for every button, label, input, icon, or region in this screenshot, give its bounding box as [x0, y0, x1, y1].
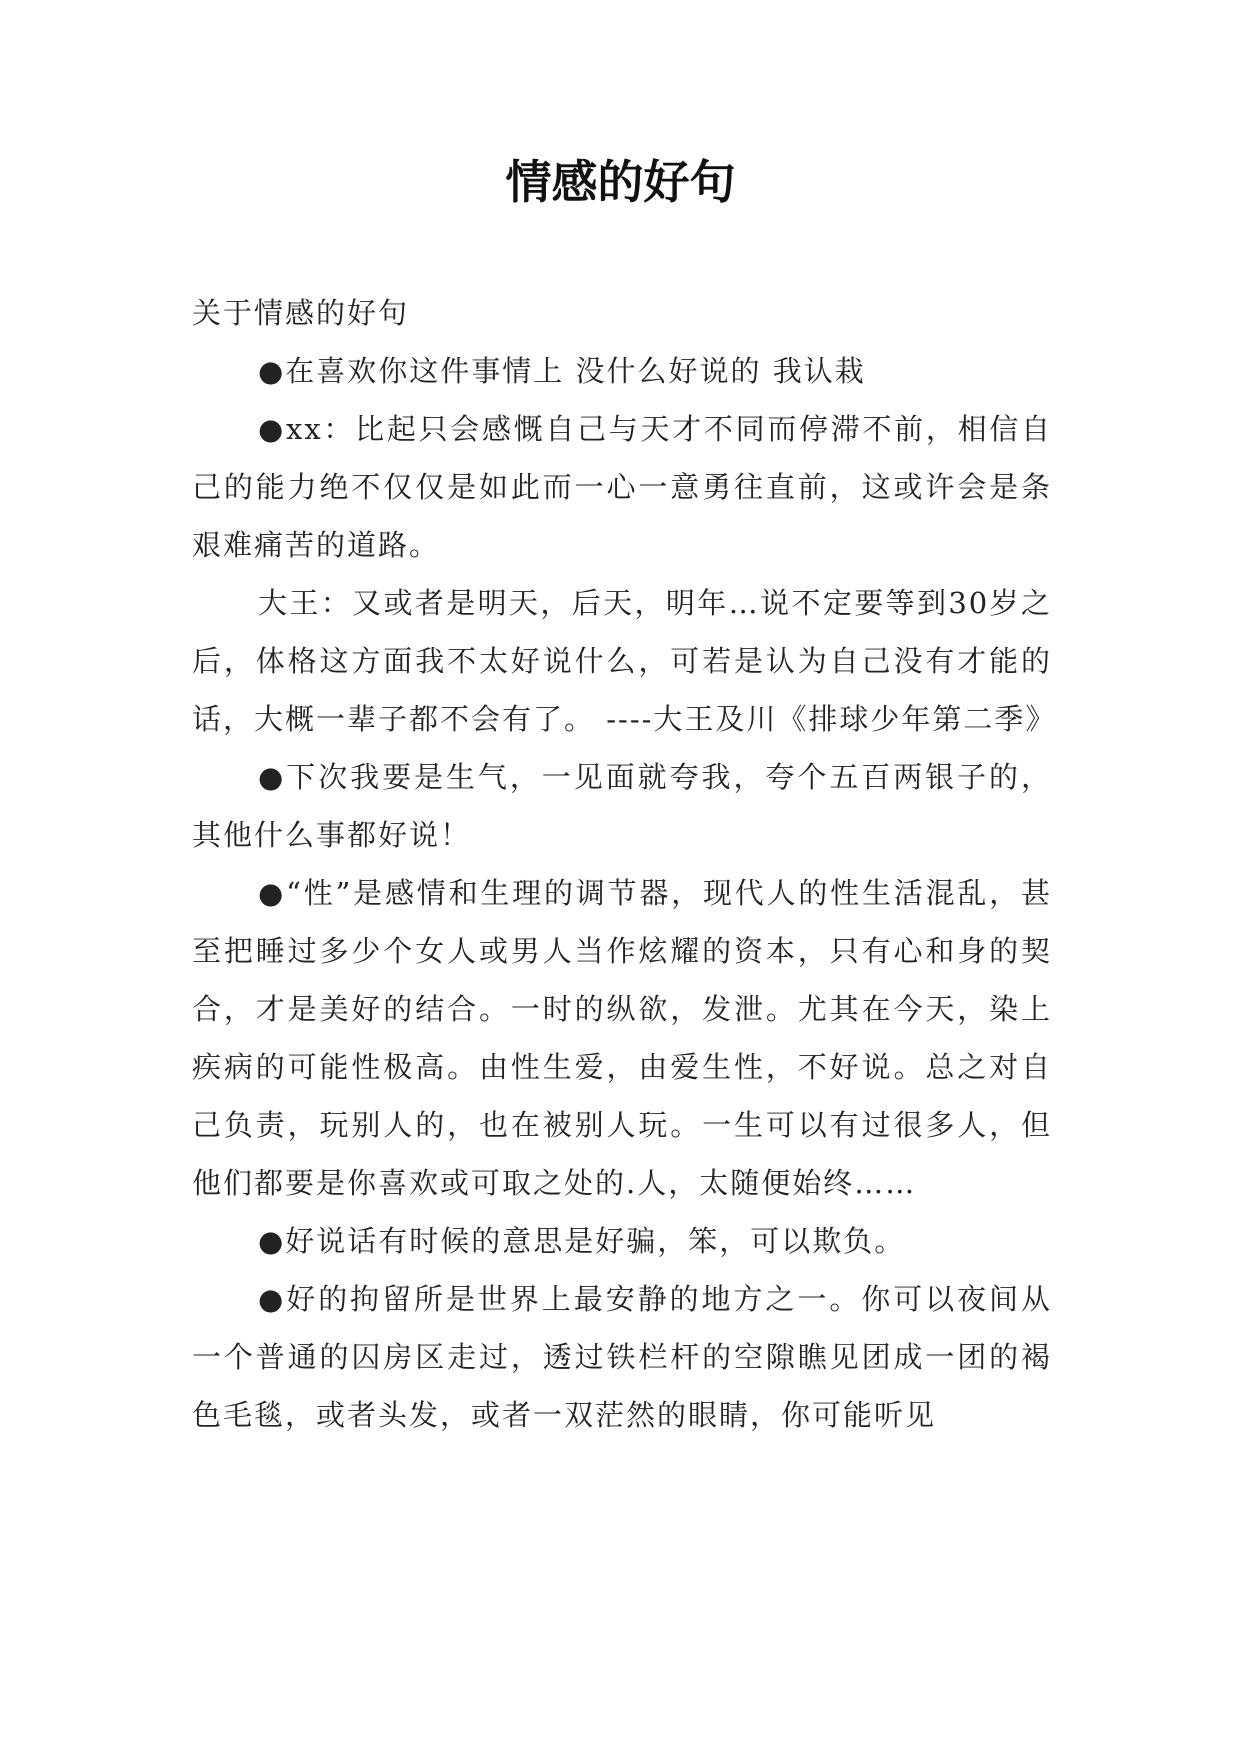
paragraph: ●xx：比起只会感慨自己与天才不同而停滞不前，相信自己的能力绝不仅仅是如此而一心一意勇往直前，这或许会是条艰难痛苦的道路。	[192, 412, 1052, 562]
document-subtitle: 关于情感的好句	[192, 296, 410, 330]
paragraph: ●在喜欢你这件事情上 没什么好说的 我认栽	[258, 354, 866, 388]
paragraph: ●下次我要是生气，一见面就夸我，夸个五百两银子的，其他什么事都好说！	[192, 760, 1052, 852]
paragraph: ●“性”是感情和生理的调节器，现代人的性生活混乱，甚至把睡过多少个女人或男人当作炫耀的资本，只有心和身的契合，才是美好的结合。一时的纵欲，发泄。尤其在今天，染上疾病的可能性极高。由性生爱，由爱生性，不好说。总之对自己负责，玩别人的，也在被别人玩。一生可以有过很多人，但他们都要是你喜欢或可取之处的.人，太随便始终……	[192, 876, 1052, 1200]
paragraph: ●好说话有时候的意思是好骗，笨，可以欺负。	[258, 1224, 906, 1258]
document-title: 情感的好句	[505, 155, 736, 209]
document-body	[192, 284, 1057, 1444]
paragraph: 大王：又或者是明天，后天，明年…说不定要等到30岁之后，体格这方面我不太好说什么，可若是认为自己没有才能的话，大概一辈子都不会有了。 ----大王及川《排球少年第二季》	[192, 586, 1057, 736]
paragraph: ●好的拘留所是世界上最安静的地方之一。你可以夜间从一个普通的囚房区走过，透过铁栏杆的空隙瞧见团成一团的褐色毛毯，或者头发，或者一双茫然的眼睛，你可能听见	[192, 1282, 1052, 1432]
